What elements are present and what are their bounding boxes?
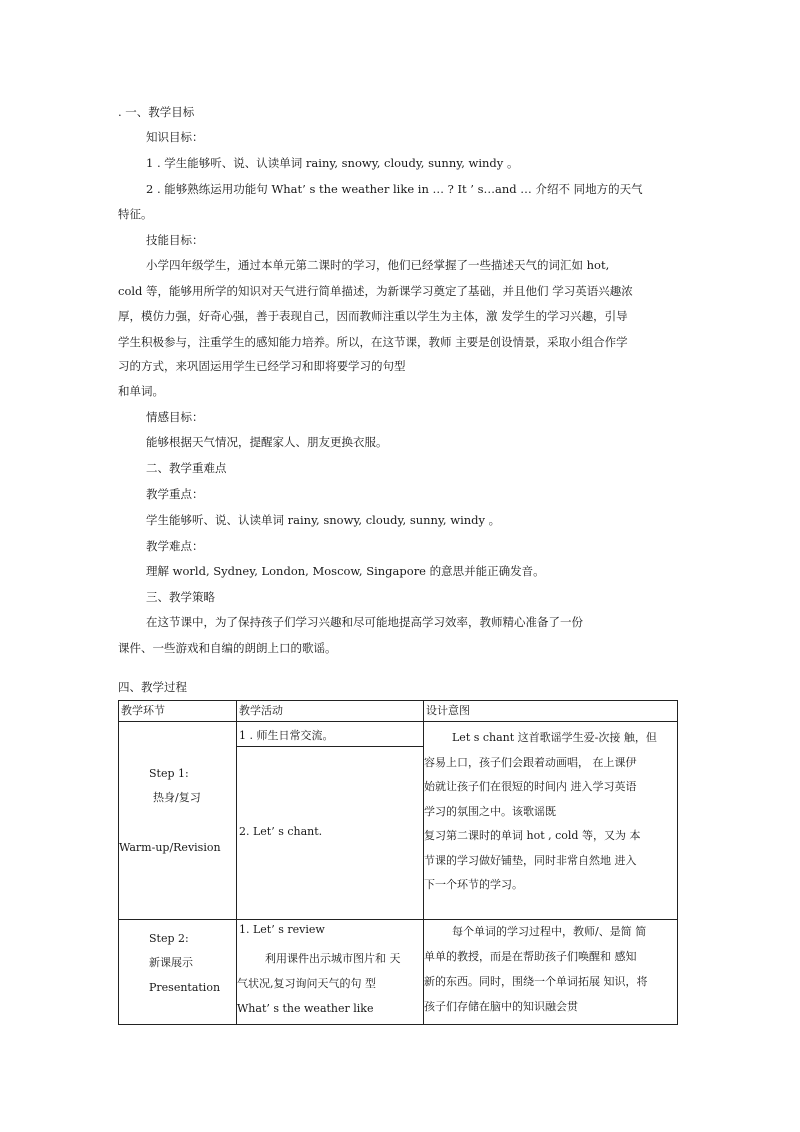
activity-text: What’ s the weather like bbox=[237, 1002, 374, 1015]
section-heading-strategy: 三、教学策略 bbox=[146, 590, 215, 604]
step-number: Step 1: bbox=[149, 767, 189, 780]
intent-line: 新的东西。同时，围绕一个单词拓展 知识，将 bbox=[424, 975, 648, 988]
skill-paragraph-line: 和单词。 bbox=[118, 384, 164, 398]
teaching-process-table bbox=[118, 700, 678, 1025]
difficulty-text: 理解 world, Sydney, London, Moscow, Singapore 的意思并能正确发音。 bbox=[146, 564, 545, 578]
activity-text: 1 . 师生日常交流。 bbox=[239, 729, 334, 742]
skill-paragraph-line: 厚，模仿力强，好奇心强，善于表现自己，因而教师注重以学生为主体，激 发学生的学习兴趣，引导 bbox=[118, 309, 628, 323]
section-heading-process: 四、教学过程 bbox=[118, 680, 187, 694]
intent-cell bbox=[424, 722, 678, 920]
section-heading-key-points: 二、教学重难点 bbox=[146, 461, 227, 475]
step-name-cn: 热身/复习 bbox=[153, 791, 201, 804]
intent-cell bbox=[424, 920, 678, 1025]
skill-paragraph-line: cold 等，能够用所学的知识对天气进行简单描述，为新课学习奠定了基础，并且他们 学习英语兴趣浓 bbox=[118, 284, 633, 298]
intent-line: 下一个环节的学习。 bbox=[424, 878, 523, 891]
intent-line: 始就让孩子们在很短的时间内 进入学习英语 bbox=[424, 780, 637, 793]
activity-cell bbox=[237, 920, 424, 1025]
step-number: Step 2: bbox=[149, 932, 189, 945]
table-header-cell: 教学环节 bbox=[119, 701, 237, 722]
intent-line: 学习的氛围之中。该歌谣既 bbox=[424, 805, 556, 818]
step-name-en: Presentation bbox=[149, 981, 221, 994]
knowledge-objective-1: 1 . 学生能够听、说、认读单词 rainy, snowy, cloudy, sunny, windy 。 bbox=[146, 156, 519, 170]
emotion-objective-text: 能够根据天气情况，提醒家人、朋友更换衣服。 bbox=[146, 435, 388, 449]
step-name-cell bbox=[119, 722, 237, 920]
intent-line: Let s chant 这首歌谣学生爱-次接 触，但 bbox=[452, 731, 657, 744]
table-header-cell: 设计意图 bbox=[424, 701, 678, 722]
activity-text: 1. Let’ s review bbox=[239, 923, 325, 936]
table-header-row bbox=[119, 701, 678, 722]
step-name-en: Warm-up/Revision bbox=[119, 841, 221, 854]
table-header-cell: 教学活动 bbox=[237, 701, 424, 722]
table-row-step2 bbox=[119, 920, 678, 1025]
skill-paragraph-line: 学生积极参与，注重学生的感知能力培养。所以，在这节课，教师 主要是创设情景，采取小组合作学 bbox=[118, 335, 628, 349]
strategy-paragraph-line: 在这节课中，为了保持孩子们学习兴趣和尽可能地提高学习效率，教师精心准备了一份 bbox=[146, 615, 583, 629]
key-point-label: 教学重点： bbox=[146, 487, 204, 501]
intent-line: 每个单词的学习过程中，教师/、是简 简 bbox=[452, 925, 647, 938]
intent-line: 复习第二课时的单词 hot , cold 等，又为 本 bbox=[424, 829, 641, 842]
intent-line: 单单的教授，而是在帮助孩子们唤醒和 感知 bbox=[424, 950, 637, 963]
activity-cell bbox=[237, 722, 424, 747]
knowledge-objective-2-cont: 特征。 bbox=[118, 207, 153, 221]
skill-paragraph-line: 习的方式，来巩固运用学生已经学习和即将要学习的句型 bbox=[118, 359, 406, 373]
intent-line: 节课的学习做好铺垫，同时非常自然地 进入 bbox=[424, 854, 637, 867]
key-point-text: 学生能够听、说、认读单词 rainy, snowy, cloudy, sunny, windy 。 bbox=[146, 513, 501, 527]
intent-line: 孩子们存储在脑中的知识融会贯 bbox=[424, 1000, 578, 1013]
knowledge-objective-label: 知识目标： bbox=[146, 130, 204, 144]
step-name-cell bbox=[119, 920, 237, 1025]
table-row-step1 bbox=[119, 722, 678, 747]
skill-objective-label: 技能目标： bbox=[146, 233, 204, 247]
activity-text: 气状况,复习询问天气的句 型 bbox=[237, 977, 376, 990]
section-heading-objectives: . 一、教学目标 bbox=[118, 105, 195, 119]
activity-text: 利用课件出示城市图片和 天 bbox=[265, 952, 401, 965]
step-name-cn: 新课展示 bbox=[149, 956, 193, 969]
emotion-objective-label: 情感目标： bbox=[146, 410, 204, 424]
activity-cell bbox=[237, 747, 424, 920]
difficulty-label: 教学难点： bbox=[146, 539, 204, 553]
activity-text: 2. Let’ s chant. bbox=[239, 825, 323, 838]
intent-line: 容易上口，孩子们会跟着动画唱， 在上课伊 bbox=[424, 756, 637, 769]
skill-paragraph-line: 小学四年级学生，通过本单元第二课时的学习，他们已经掌握了一些描述天气的词汇如 hot, bbox=[146, 258, 610, 272]
strategy-paragraph-line: 课件、一些游戏和自编的朗朗上口的歌谣。 bbox=[118, 641, 337, 655]
knowledge-objective-2: 2 . 能够熟练运用功能句 What’ s the weather like in … ? It ’ s…and … 介绍不 同地方的天气 bbox=[146, 182, 643, 196]
